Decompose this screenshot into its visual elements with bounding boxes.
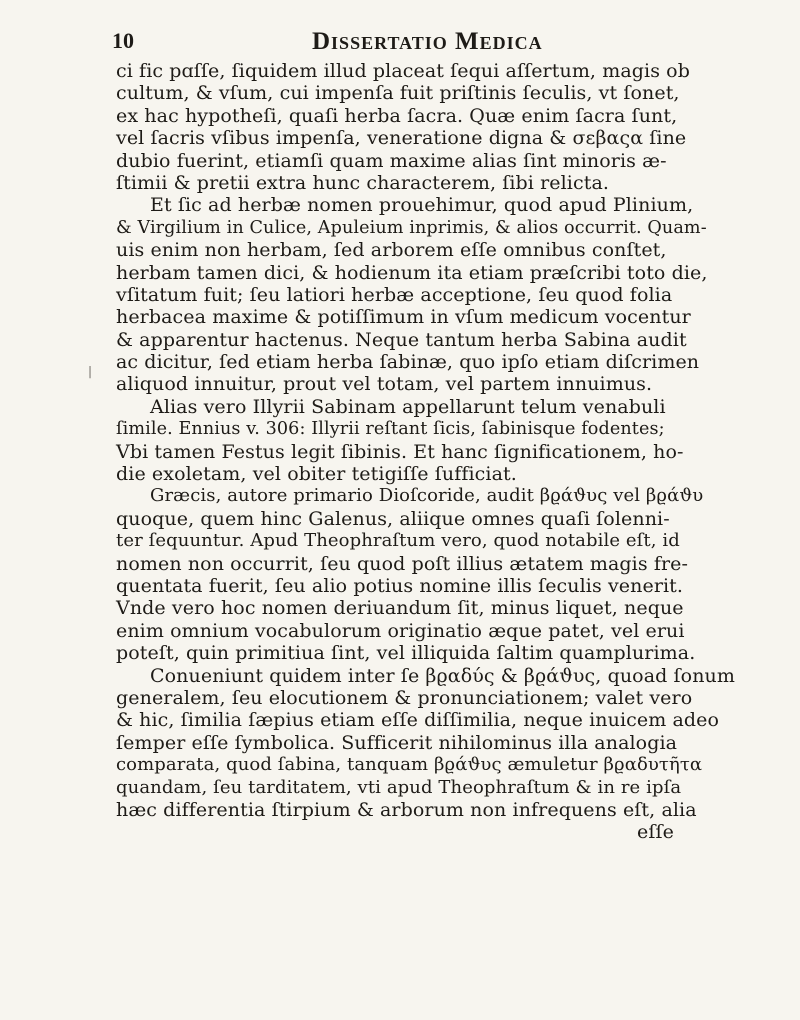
- text-line: nomen non occurrit, ſeu quod poſt illius ætatem magis fre-: [116, 552, 689, 575]
- text-line: Vbi tamen Festus legit ſibinis. Et hanc ſignificationem, ho-: [116, 440, 684, 463]
- text-line: Alias vero Illyrii Sabinam appellarunt telum venabuli: [150, 395, 666, 418]
- text-line: Et ſic ad herbæ nomen prouehimur, quod apud Plinium,: [150, 194, 694, 217]
- text-line: herbacea maxime & potiſſimum in vſum medicum vocentur: [116, 306, 691, 329]
- text-line: generalem, ſeu elocutionem & pronunciationem; valet vero: [116, 686, 693, 709]
- text-line: cultum, & vſum, cui impenſa fuit priſtinis ſeculis, vt ſonet,: [116, 82, 680, 105]
- text-line: hæc differentia ſtirpium & arborum non infrequens eſt, alia: [116, 798, 697, 821]
- text-line: dubio fuerint, etiamſi quam maxime alias ſint minoris æ-: [116, 149, 667, 172]
- text-line: Conueniunt quidem inter ſe βϱαδύς & βϱάϑυς, quoad ſonum: [150, 664, 735, 687]
- text-line: poteſt, quin primitiua ſint, vel illiquida ſaltim quamplurima.: [116, 642, 696, 665]
- text-line: quandam, ſeu tarditatem, vti apud Theophraſtum & in re ipſa: [116, 776, 682, 798]
- body-text: [116, 60, 735, 844]
- catchword: eſſe: [637, 821, 674, 844]
- text-line: vel ſacris vſibus impenſa, veneratione digna & σεβαςα ſine: [116, 127, 687, 150]
- text-line: quoque, quem hinc Galenus, aliique omnes quaſi ſolenni-: [116, 507, 670, 530]
- text-line: ac dicitur, ſed etiam herba ſabinæ, quo ipſo etiam diſcrimen: [116, 351, 700, 374]
- text-line: ter ſequuntur. Apud Theophraſtum vero, quod notabile eſt, id: [116, 530, 680, 552]
- running-title: Dissertatio Medica: [312, 28, 543, 55]
- text-line: uis enim non herbam, ſed arborem eſſe omnibus conſtet,: [116, 239, 667, 262]
- text-line: die exoletam, vel obiter tetigiſſe ſufficiat.: [116, 463, 517, 486]
- text-line: herbam tamen dici, & hodienum ita etiam præſcribi toto die,: [116, 261, 708, 284]
- text-line: vſitatum fuit; ſeu latiori herbæ acceptione, ſeu quod folia: [116, 283, 673, 306]
- text-line: & Virgilium in Culice, Apuleium inprimis, & alios occurrit. Quam-: [116, 217, 707, 238]
- text-line: & apparentur hactenus. Neque tantum herba Sabina audit: [116, 328, 687, 351]
- text-line: aliquod innuitur, prout vel totam, vel partem innuimus.: [116, 373, 653, 396]
- text-line: ci fic pɑſſe, ſiquidem illud placeat ſequi aſſertum, magis ob: [116, 60, 690, 82]
- text-line: ſemper eſſe ſymbolica. Sufficerit nihilominus illa analogia: [116, 731, 678, 754]
- text-line: ſtimii & pretii extra hunc characterem, ſibi relicta.: [116, 171, 610, 194]
- page-number: 10: [112, 28, 134, 53]
- text-line: quentata fuerit, ſeu alio potius nomine illis ſeculis venerit.: [116, 574, 684, 597]
- margin-mark: |: [88, 364, 93, 378]
- text-line: enim omnium vocabulorum originatio æque patet, vel erui: [116, 619, 685, 642]
- text-line: ſimile. Ennius v. 306: Illyrii reſtant ſicis, ſabinisque fodentes;: [116, 419, 665, 440]
- text-line: Græcis, autore primario Dioſcoride, audit βϱάϑυς vel βϱάϑυ: [150, 485, 704, 507]
- text-line: & hic, ſimilia ſæpius etiam eſſe diſſimilia, neque inuicem adeo: [116, 709, 720, 732]
- running-head: [112, 28, 704, 58]
- text-line: comparata, quod ſabina, tanquam βϱάϑυς æmuletur βϱαδυτῆτα: [116, 754, 703, 776]
- text-line: ex hac hypotheſi, quaſi herba ſacra. Quæ enim ſacra ſunt,: [116, 104, 678, 127]
- text-line: Vnde vero hoc nomen deriuandum ſit, minus liquet, neque: [116, 597, 684, 620]
